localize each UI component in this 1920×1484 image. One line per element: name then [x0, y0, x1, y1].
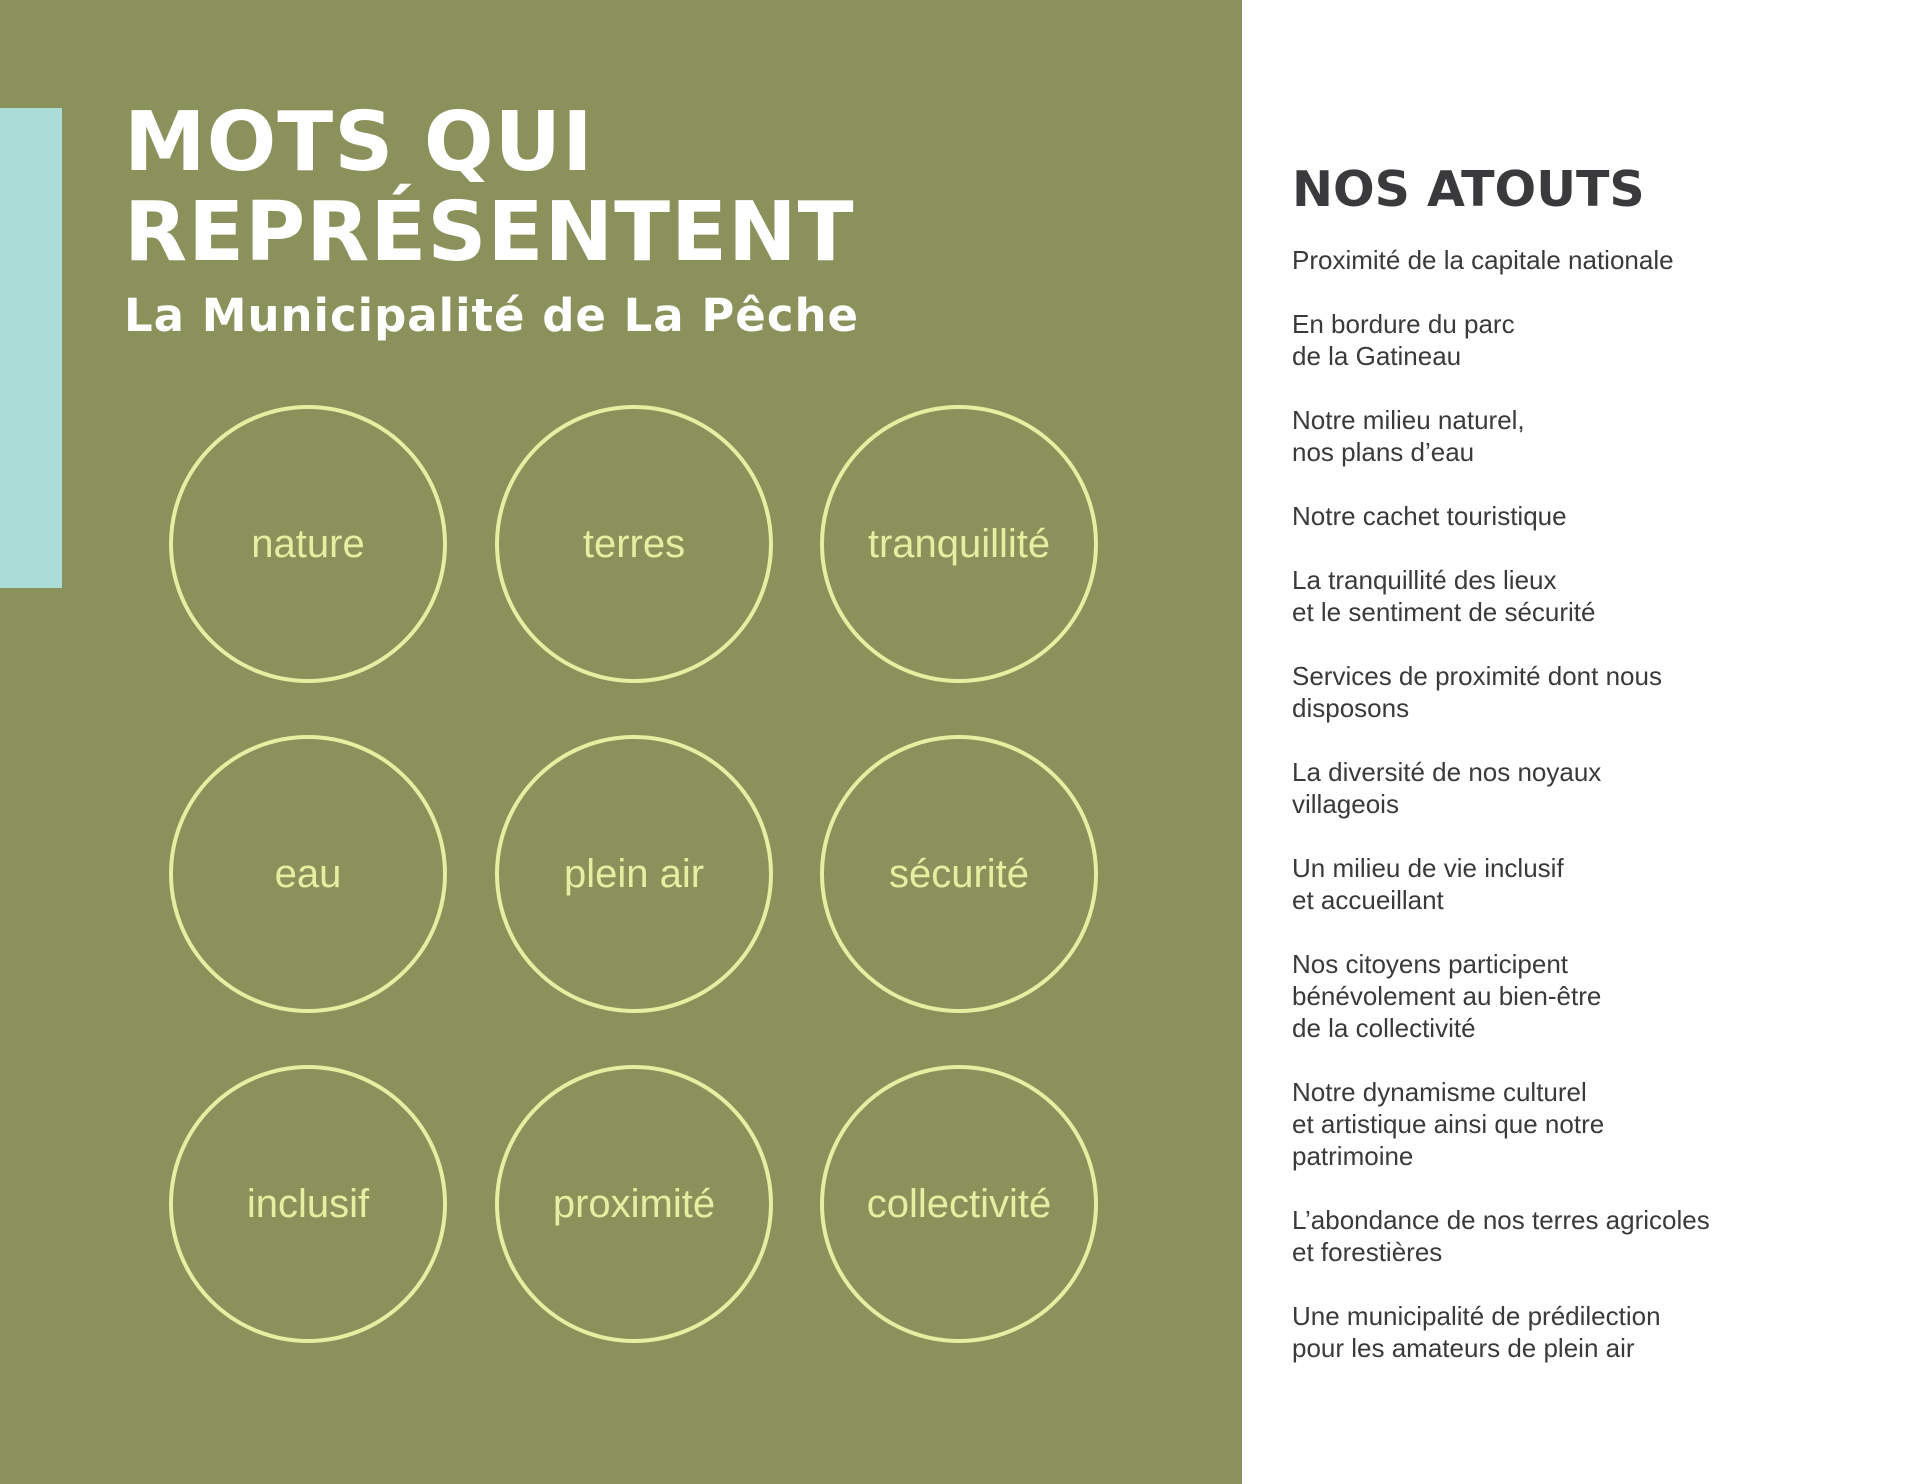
word-circle-securite	[820, 735, 1098, 1013]
word-circle-plein-air	[495, 735, 773, 1013]
word-circle-eau	[169, 735, 447, 1013]
asset-item: Proximité de la capitale nationale	[1292, 245, 1674, 275]
asset-item: Un milieu de vie inclusif et accueillant	[1292, 853, 1564, 915]
word-label-proximite: proximité	[552, 1182, 716, 1226]
word-circle-terres	[495, 405, 773, 683]
page-title-line-1: MOTS QUI	[124, 95, 594, 190]
word-label-collectivite: collectivité	[866, 1182, 1052, 1226]
word-label-terres: terres	[582, 522, 686, 566]
asset-item: En bordure du parc de la Gatineau	[1292, 309, 1515, 371]
assets-list	[1292, 244, 1872, 1396]
word-label-eau: eau	[274, 852, 342, 896]
word-circle-collectivite	[820, 1065, 1098, 1343]
asset-item: Notre cachet touristique	[1292, 501, 1567, 531]
word-circle-grid	[169, 405, 1101, 1340]
page-subtitle: La Municipalité de La Pêche	[124, 289, 860, 342]
accent-bar	[0, 108, 62, 588]
asset-item: Notre milieu naturel, nos plans d’eau	[1292, 405, 1525, 467]
word-label-plein-air: plein air	[563, 852, 705, 896]
asset-item: Nos citoyens participent bénévolement au bien-être de la collectivité	[1292, 949, 1602, 1043]
asset-item: L’abondance de nos terres agricoles et forestières	[1292, 1205, 1710, 1267]
word-circle-tranquillite	[820, 405, 1098, 683]
word-circle-proximite	[495, 1065, 773, 1343]
asset-item: La diversité de nos noyaux villageois	[1292, 757, 1602, 819]
word-label-securite: sécurité	[888, 852, 1030, 896]
assets-title: NOS ATOUTS	[1292, 161, 1645, 218]
word-circle-inclusif	[169, 1065, 447, 1343]
asset-item: Une municipalité de prédilection pour les amateurs de plein air	[1292, 1301, 1661, 1363]
asset-item: Services de proximité dont nous disposons	[1292, 661, 1662, 723]
page-title-line-2: REPRÉSENTENT	[124, 185, 855, 280]
word-label-nature: nature	[251, 522, 365, 566]
word-label-inclusif: inclusif	[246, 1182, 370, 1226]
word-label-tranquillite: tranquillité	[867, 522, 1051, 566]
asset-item: La tranquillité des lieux et le sentiment de sécurité	[1292, 565, 1596, 627]
word-circle-nature	[169, 405, 447, 683]
asset-item: Notre dynamisme culturel et artistique ainsi que notre patrimoine	[1292, 1077, 1605, 1171]
page-title	[124, 95, 855, 280]
